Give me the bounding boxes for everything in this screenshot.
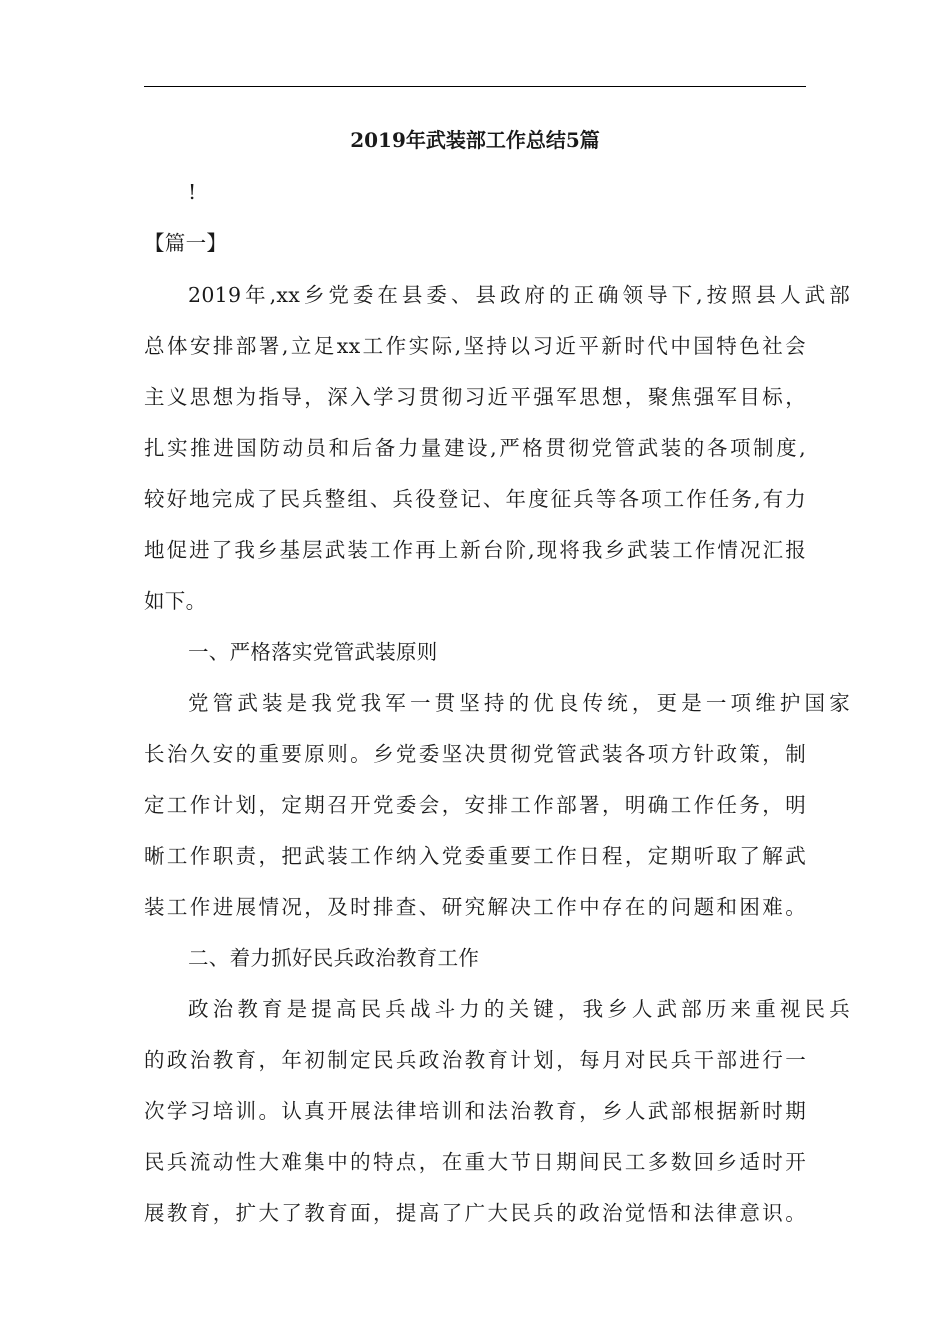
- paragraph-line: 较好地完成了民兵整组、兵役登记、年度征兵等各项工作任务,有力: [144, 487, 806, 511]
- paragraph-line: 装工作进展情况，及时排查、研究解决工作中存在的问题和困难。: [144, 895, 806, 919]
- header-rule: [144, 86, 806, 87]
- section-heading-2: 二、着力抓好民兵政治教育工作: [188, 946, 480, 970]
- exclamation-mark: !: [188, 180, 197, 204]
- paragraph-line: 政治教育是提高民兵战斗力的关键，我乡人武部历来重视民兵: [188, 997, 850, 1021]
- paragraph-line: 主义思想为指导，深入学习贯彻习近平强军思想，聚焦强军目标，: [144, 385, 806, 409]
- paragraph-line: 扎实推进国防动员和后备力量建设,严格贯彻党管武装的各项制度,: [144, 436, 806, 460]
- paragraph-line: 长治久安的重要原则。乡党委坚决贯彻党管武装各项方针政策，制: [144, 742, 806, 766]
- paragraph-line: 次学习培训。认真开展法律培训和法治教育，乡人武部根据新时期: [144, 1099, 806, 1123]
- paragraph-line: 地促进了我乡基层武装工作再上新台阶,现将我乡武装工作情况汇报: [144, 538, 806, 562]
- document-title: 2019年武装部工作总结5篇: [350, 128, 600, 152]
- paragraph-line: 民兵流动性大难集中的特点，在重大节日期间民工多数回乡适时开: [144, 1150, 806, 1174]
- section-heading-1: 一、严格落实党管武装原则: [188, 640, 438, 664]
- section-marker: 【篇一】: [144, 231, 228, 255]
- paragraph-line: 展教育，扩大了教育面，提高了广大民兵的政治觉悟和法律意识。: [144, 1201, 806, 1225]
- paragraph-line: 如下。: [144, 589, 207, 613]
- paragraph-line: 晰工作职责，把武装工作纳入党委重要工作日程，定期听取了解武: [144, 844, 806, 868]
- paragraph-line: 2019年,xx乡党委在县委、县政府的正确领导下,按照县人武部: [188, 283, 850, 307]
- paragraph-line: 总体安排部署,立足xx工作实际,坚持以习近平新时代中国特色社会: [144, 334, 806, 358]
- paragraph-line: 定工作计划，定期召开党委会，安排工作部署，明确工作任务，明: [144, 793, 806, 817]
- paragraph-line: 的政治教育，年初制定民兵政治教育计划，每月对民兵干部进行一: [144, 1048, 806, 1072]
- paragraph-line: 党管武装是我党我军一贯坚持的优良传统，更是一项维护国家: [188, 691, 850, 715]
